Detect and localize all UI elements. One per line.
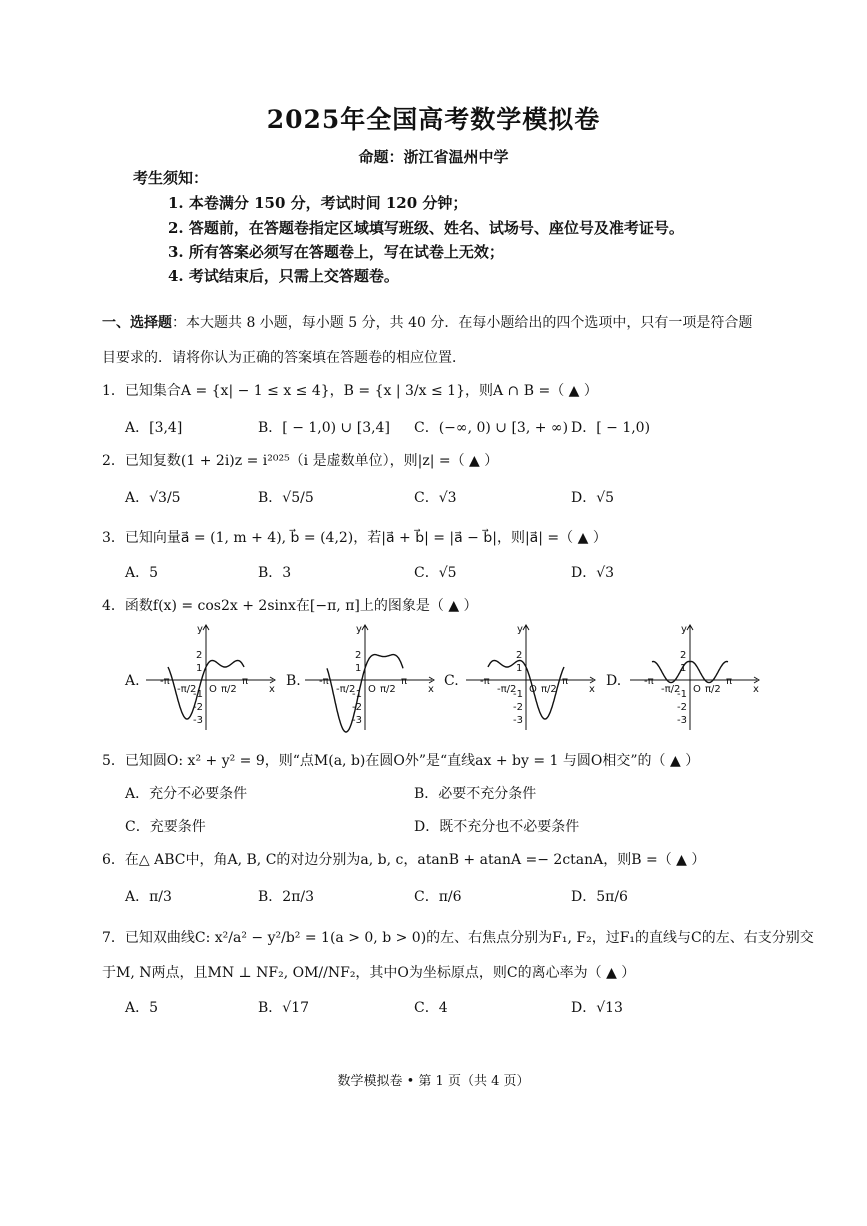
tick-neg-half-pi: -π/2	[497, 684, 517, 695]
q1-option-c: C．(−∞, 0) ∪ [3, + ∞)	[414, 420, 569, 436]
question-1-stem: 1．已知集合A = {x| − 1 ≤ x ≤ 4}，B = {x | 3/x ≤ 1}，则A ∩ B =（ ▲ ）	[102, 383, 598, 399]
tick-pi: π	[562, 676, 569, 687]
tick-2: 2	[196, 650, 203, 661]
y-label: y	[197, 624, 203, 635]
tick-half-pi: π/2	[221, 684, 237, 695]
tick-pi: π	[401, 676, 408, 687]
tick-1: 1	[516, 663, 523, 674]
q2-option-c: C．√3	[414, 490, 457, 506]
q1-option-b: B．[ − 1,0) ∪ [3,4]	[258, 420, 390, 436]
question-2-stem: 2．已知复数(1 + 2i)z = i²⁰²⁵（i 是虚数单位），则|z| =（ ▲ ）	[102, 453, 499, 469]
graph-c	[466, 622, 601, 732]
y-label: y	[681, 624, 687, 635]
q1-option-a: A．[3,4]	[125, 420, 183, 436]
graph-svg	[630, 622, 765, 732]
graph-svg	[305, 622, 440, 732]
page-footer: 数学模拟卷 • 第 1 页（共 4 页）	[337, 1074, 530, 1089]
tick-2: 2	[516, 650, 523, 661]
question-4-stem: 4．函数f(x) = cos2x + 2sinx在[−π, π]上的图象是（ ▲ ）	[102, 598, 478, 614]
tick-neg3: -3	[677, 715, 687, 726]
paper-title: 2025年全国高考数学模拟卷	[266, 105, 601, 134]
notice-heading: 考生须知：	[133, 169, 209, 187]
q5-option-c: C．充要条件	[125, 819, 206, 835]
tick-1: 1	[680, 663, 687, 674]
origin-label: O	[368, 684, 376, 695]
graph-svg	[466, 622, 601, 732]
paper-author: 命题：浙江省温州中学	[358, 148, 509, 166]
tick-neg-pi: -π	[644, 676, 654, 687]
tick-neg-pi: -π	[480, 676, 490, 687]
tick-neg-pi: -π	[319, 676, 329, 687]
q3-option-c: C．√5	[414, 565, 457, 581]
tick-pi: π	[242, 676, 249, 687]
tick-half-pi: π/2	[705, 684, 721, 695]
question-7-stem-cont: 于M, N两点，且MN ⊥ NF₂, OM//NF₂，其中O为坐标原点，则C的离心率为（ ▲ ）	[102, 965, 636, 981]
notice-item-2: 2. 答题前，在答题卷指定区域填写班级、姓名、试场号、座位号及准考证号。	[168, 219, 684, 237]
x-label: x	[589, 684, 595, 695]
tick-neg1: -1	[193, 689, 203, 700]
graph-d	[630, 622, 765, 732]
q7-option-b: B．√17	[258, 1000, 310, 1016]
x-label: x	[269, 684, 275, 695]
q5-option-a: A．充分不必要条件	[125, 786, 248, 802]
tick-pi: π	[726, 676, 733, 687]
q5-option-d: D．既不充分也不必要条件	[414, 819, 580, 835]
q4-option-c: C.	[444, 673, 459, 689]
q6-option-b: B．2π/3	[258, 889, 315, 905]
tick-neg2: -2	[513, 702, 523, 713]
q6-option-d: D．5π/6	[571, 889, 628, 905]
notice-item-1: 1. 本卷满分 150 分，考试时间 120 分钟；	[168, 194, 468, 212]
tick-neg2: -2	[193, 702, 203, 713]
tick-1: 1	[196, 663, 203, 674]
q4-option-d: D.	[606, 673, 622, 689]
origin-label: O	[693, 684, 701, 695]
tick-neg-pi: -π	[160, 676, 170, 687]
section-heading: 一、选择题	[102, 315, 172, 331]
q2-option-b: B．√5/5	[258, 490, 314, 506]
tick-2: 2	[355, 650, 362, 661]
q7-option-c: C．4	[414, 1000, 448, 1016]
tick-neg3: -3	[513, 715, 523, 726]
question-3-stem: 3．已知向量a⃗ = (1, m + 4), b⃗ = (4,2)，若|a⃗ + b⃗| = |a⃗ − b⃗|，则|a⃗| =（ ▲ ）	[102, 530, 607, 546]
q5-option-b: B．必要不充分条件	[414, 786, 537, 802]
notice-item-4: 4. 考试结束后，只需上交答题卷。	[168, 267, 399, 285]
tick-neg1: -1	[513, 689, 523, 700]
q3-option-d: D．√3	[571, 565, 615, 581]
notice-item-3: 3. 所有答案必须写在答题卷上，写在试卷上无效；	[168, 243, 504, 261]
tick-neg-half-pi: -π/2	[336, 684, 356, 695]
y-label: y	[356, 624, 362, 635]
q7-option-d: D．√13	[571, 1000, 623, 1016]
q6-option-c: C．π/6	[414, 889, 462, 905]
tick-neg3: -3	[352, 715, 362, 726]
section-intro-line1	[102, 312, 752, 332]
origin-label: O	[209, 684, 217, 695]
section-text-1: ：本大题共 8 小题，每小题 5 分，共 40 分．在每小题给出的四个选项中，只有一项是符合题	[172, 315, 753, 331]
q7-option-a: A．5	[125, 1000, 159, 1016]
x-label: x	[428, 684, 434, 695]
q1-option-d: D．[ − 1,0)	[571, 420, 651, 436]
section-intro-line2: 目要求的．请将你认为正确的答案填在答题卷的相应位置．	[102, 350, 466, 366]
tick-neg-half-pi: -π/2	[661, 684, 681, 695]
q3-option-a: A．5	[125, 565, 159, 581]
y-label: y	[517, 624, 523, 635]
graph-svg	[146, 622, 281, 732]
q4-option-a: A.	[125, 673, 140, 689]
origin-label: O	[529, 684, 537, 695]
graph-b	[305, 622, 440, 732]
tick-neg1: -1	[677, 689, 687, 700]
q2-option-a: A．√3/5	[125, 490, 181, 506]
tick-half-pi: π/2	[541, 684, 557, 695]
graph-a	[146, 622, 281, 732]
q2-option-d: D．√5	[571, 490, 615, 506]
q4-option-b: B.	[286, 673, 301, 689]
question-7-stem: 7．已知双曲线C: x²/a² − y²/b² = 1(a > 0, b > 0)的左、右焦点分别为F₁, F₂，过F₁的直线与C的左、右支分别交	[102, 930, 814, 946]
tick-1: 1	[355, 663, 362, 674]
question-5-stem: 5．已知圆O: x² + y² = 9，则“点M(a, b)在圆O外”是“直线ax + by = 1 与圆O相交”的（ ▲ ）	[102, 753, 700, 769]
tick-neg1: -1	[352, 689, 362, 700]
tick-2: 2	[680, 650, 687, 661]
tick-neg2: -2	[352, 702, 362, 713]
q6-option-a: A．π/3	[125, 889, 172, 905]
tick-half-pi: π/2	[380, 684, 396, 695]
q3-option-b: B．3	[258, 565, 292, 581]
tick-neg2: -2	[677, 702, 687, 713]
question-6-stem: 6．在△ ABC中，角A, B, C的对边分别为a, b, c，atanB + atanA =− 2ctanA，则B =（ ▲ ）	[102, 852, 706, 868]
tick-neg3: -3	[193, 715, 203, 726]
tick-neg-half-pi: -π/2	[177, 684, 197, 695]
x-label: x	[753, 684, 759, 695]
